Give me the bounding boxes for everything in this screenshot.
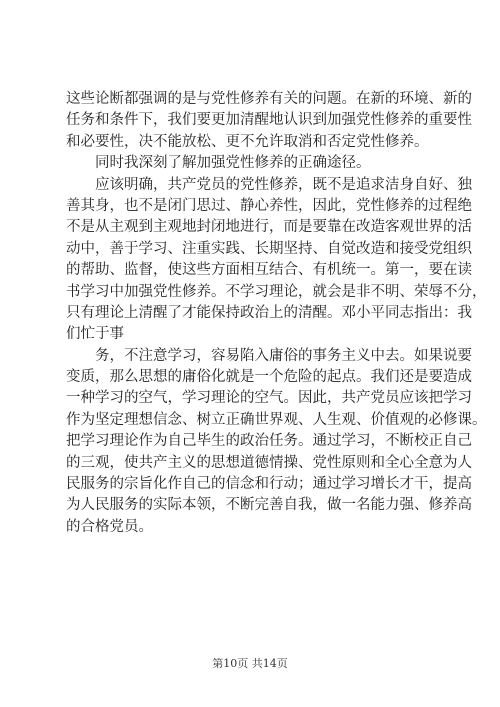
- text-line: 民服务的宗旨化作自己的信念和行动；通过学习增长才干，提高: [66, 476, 472, 493]
- text-line: 为人民服务的实际本领，不断完善自我，做一名能力强、修养高: [66, 497, 472, 514]
- text-line: 任务和条件下，我们要更加清醒地认识到加强党性修养的重要性: [66, 112, 472, 129]
- text-line: 的帮助、监督，使这些方面相互结合、有机统一。第一，要在读: [66, 262, 472, 279]
- text-line: 只有理论上清醒了才能保持政治上的清醒。邓小平同志指出：我: [66, 304, 472, 321]
- text-line: 作为坚定理想信念、树立正确世界观、人生观、价值观的必修课。: [66, 411, 487, 428]
- text-line: 同时我深刻了解加强党性修养的正确途径。: [95, 155, 371, 172]
- text-line: 的三观，使共产主义的思想道德情操、党性原则和全心全意为人: [66, 454, 472, 471]
- text-line: 的合格党员。: [66, 518, 153, 535]
- text-line: 和必要性，决不能放松、更不允许取消和否定党性修养。: [66, 133, 429, 150]
- text-line: 动中，善于学习、注重实践、长期坚持、自觉改造和接受党组织: [66, 240, 472, 257]
- text-line: 一种学习的空气，学习理论的空气。因此，共产党员应该把学习: [66, 390, 472, 407]
- text-line: 把学习理论作为自己毕生的政治任务。通过学习，不断校正自己: [66, 433, 472, 450]
- text-line: 书学习中加强党性修养。不学习理论，就会是非不明、荣辱不分，: [66, 283, 487, 300]
- text-line: 不是从主观到主观地封闭地进行，而是要靠在改造客观世界的活: [66, 219, 472, 236]
- text-line: 善其身，也不是闭门思过、静心养性，因此，党性修养的过程绝: [66, 197, 472, 214]
- text-line: 这些论断都强调的是与党性修养有关的问题。在新的环境、新的: [66, 91, 472, 107]
- page-number-footer: 第10页 共14页: [212, 657, 288, 670]
- text-line: 们忙于事: [66, 326, 124, 343]
- body-text: [66, 89, 487, 538]
- text-line: 应该明确，共产党员的党性修养，既不是追求洁身自好、独: [95, 176, 472, 193]
- text-line: 务，不注意学习，容易陷入庸俗的事务主义中去。如果说要: [95, 347, 472, 364]
- text-line: 变质，那么思想的庸俗化就是一个危险的起点。我们还是要造成: [66, 369, 472, 386]
